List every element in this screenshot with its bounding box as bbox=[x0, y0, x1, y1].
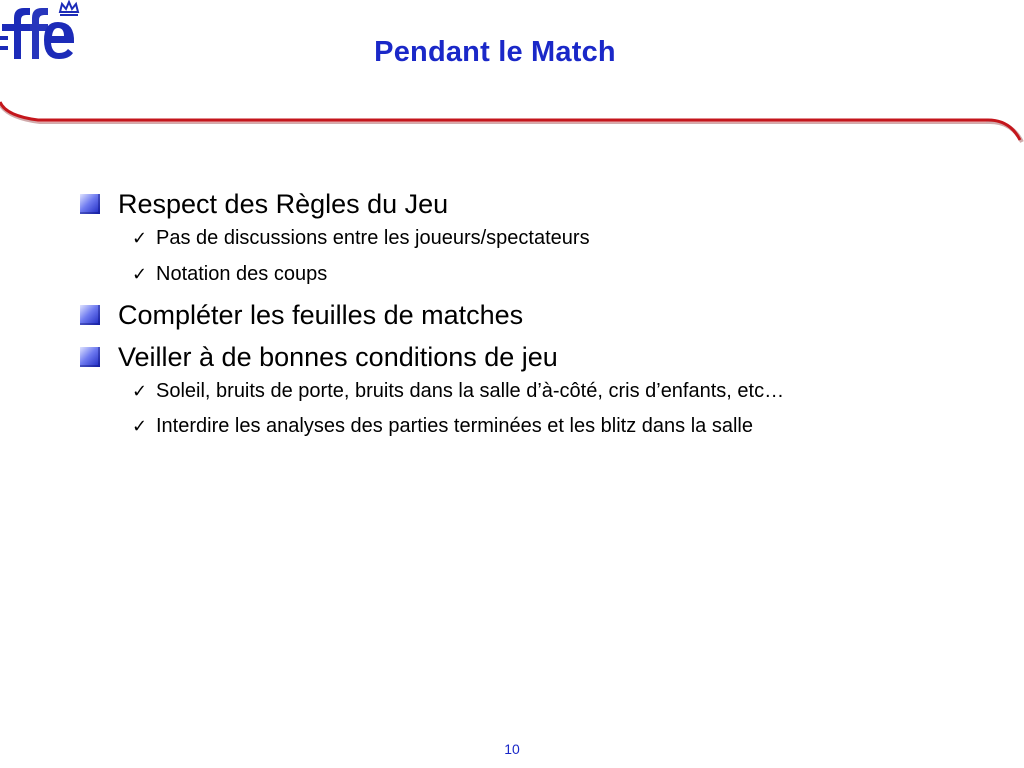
bullet-group bbox=[80, 297, 980, 333]
header-divider bbox=[0, 100, 1024, 156]
bullet-list bbox=[80, 186, 980, 449]
checkmark-icon: ✓ bbox=[132, 381, 148, 402]
bullet-group bbox=[80, 186, 980, 288]
bullet-item bbox=[80, 297, 980, 333]
crown-icon bbox=[60, 2, 78, 15]
sub-bullet-text: Notation des coups bbox=[156, 263, 328, 285]
slide-title: Pendant le Match bbox=[374, 36, 616, 68]
sub-bullet-item bbox=[132, 261, 980, 288]
checkmark-icon: ✓ bbox=[132, 264, 148, 285]
square-bullet-icon bbox=[80, 194, 100, 214]
bullet-item bbox=[80, 186, 980, 222]
sub-bullet-text: Pas de discussions entre les joueurs/spectateurs bbox=[156, 227, 590, 249]
sub-bullet-item bbox=[132, 413, 980, 440]
square-bullet-icon bbox=[80, 347, 100, 367]
bullet-text: Compléter les feuilles de matches bbox=[118, 300, 524, 330]
sub-bullet-text: Interdire les analyses des parties terminées et les blitz dans la salle bbox=[156, 415, 753, 437]
square-bullet-icon bbox=[80, 305, 100, 325]
bullet-text: Veiller à de bonnes conditions de jeu bbox=[118, 342, 558, 372]
page-number: 10 bbox=[504, 741, 520, 757]
bullet-group bbox=[80, 339, 980, 440]
bullet-item bbox=[80, 339, 980, 375]
sub-bullet-item bbox=[132, 225, 980, 252]
sub-bullet-item bbox=[132, 378, 980, 405]
bullet-text: Respect des Règles du Jeu bbox=[118, 189, 449, 219]
checkmark-icon: ✓ bbox=[132, 416, 148, 437]
checkmark-icon: ✓ bbox=[132, 228, 148, 249]
sub-bullet-text: Soleil, bruits de porte, bruits dans la salle d’à-côté, cris d’enfants, etc… bbox=[156, 380, 785, 402]
